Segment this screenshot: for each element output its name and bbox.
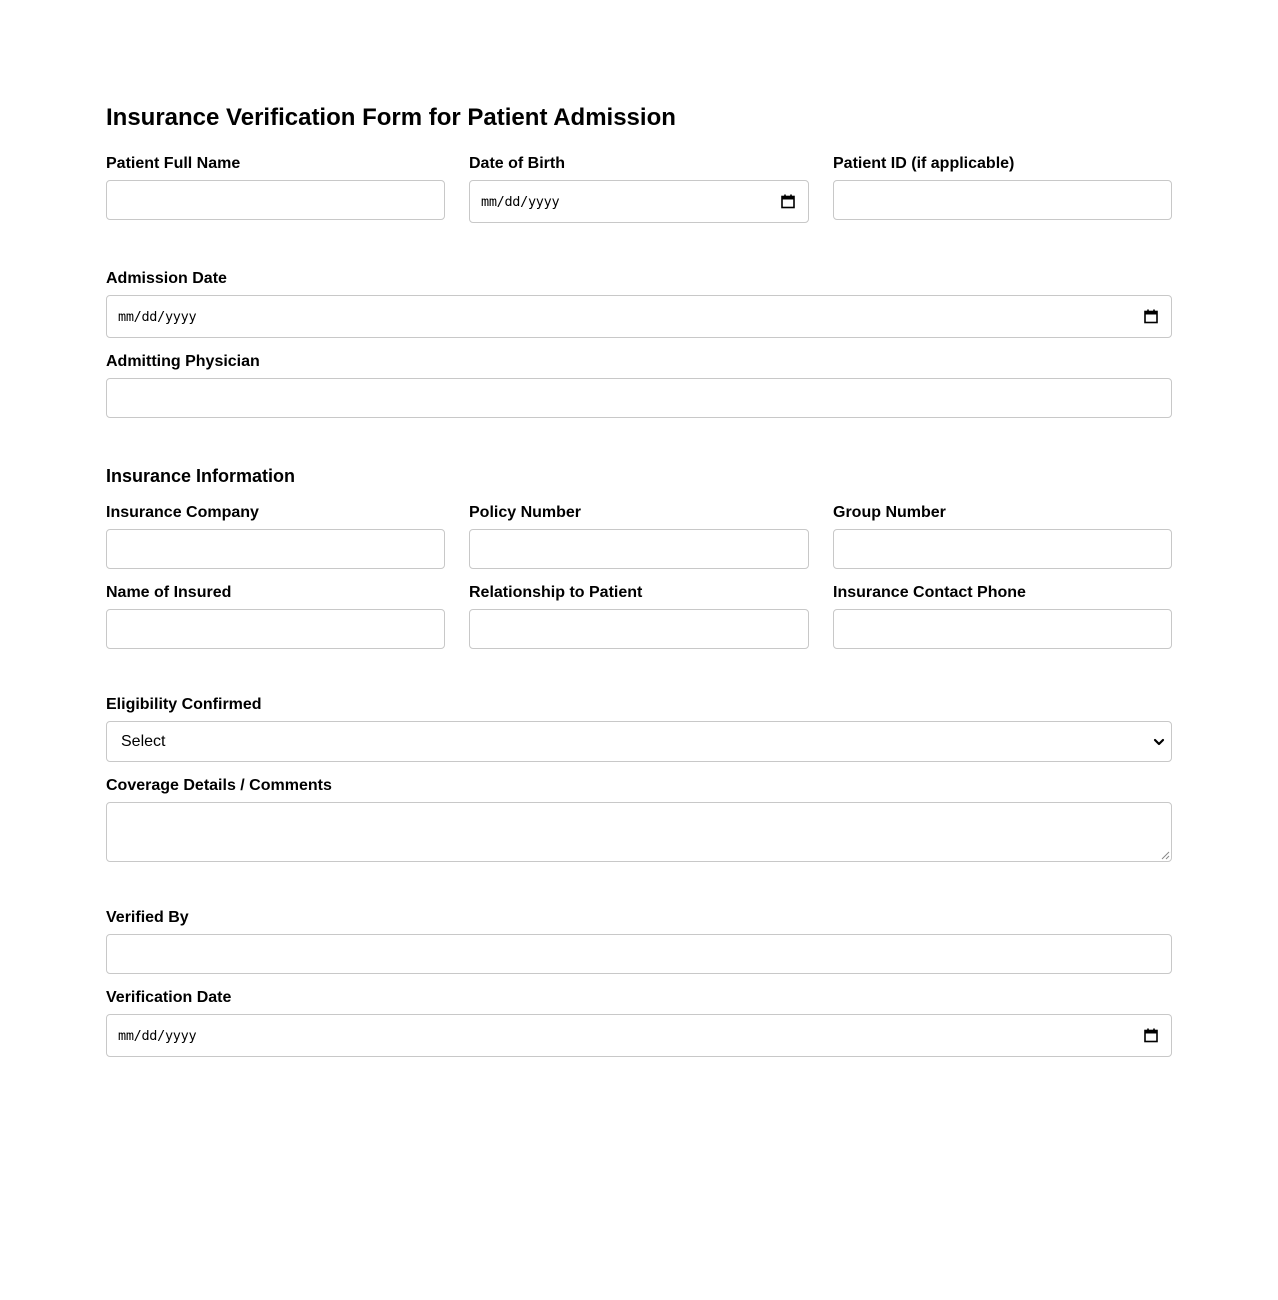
verified-by-field [106,908,1172,974]
patient-full-name-label: Patient Full Name [106,155,241,172]
coverage-details-label: Coverage Details / Comments [106,777,332,794]
admission-date-label: Admission Date [106,270,227,287]
patient-id-input[interactable] [833,180,1172,220]
patient-full-name-input[interactable] [106,180,445,220]
relationship-to-patient-label: Relationship to Patient [469,584,643,601]
admitting-physician-label: Admitting Physician [106,353,260,370]
page-title: Insurance Verification Form for Patient Admission [106,104,676,131]
coverage-details-textarea[interactable] [106,802,1172,862]
name-of-insured-label: Name of Insured [106,584,232,601]
group-number-label: Group Number [833,504,946,521]
eligibility-selected-value: Select [121,733,166,750]
policy-number-field [469,503,809,569]
calendar-icon[interactable] [1144,1028,1158,1043]
verified-by-input[interactable] [106,934,1172,974]
group-number-input[interactable] [833,529,1172,569]
policy-number-label: Policy Number [469,504,582,521]
verification-date-label: Verification Date [106,989,232,1006]
insurance-company-label: Insurance Company [106,504,259,521]
insurance-section-title: Insurance Information [106,466,296,486]
eligibility-confirmed-select[interactable] [106,721,1172,762]
coverage-details-field [106,776,1172,862]
date-of-birth-input[interactable] [469,180,809,223]
chevron-down-icon [1153,736,1165,748]
admitting-physician-field [106,352,1172,418]
admission-date-placeholder: mm/dd/yyyy [118,309,197,325]
calendar-icon[interactable] [781,194,795,209]
patient-id-label: Patient ID (if applicable) [833,155,1015,172]
insurance-company-input[interactable] [106,529,445,569]
resize-handle-icon[interactable] [1161,851,1170,860]
admission-date-field [106,269,1172,338]
insurance-contact-phone-label: Insurance Contact Phone [833,584,1026,601]
patient-full-name-field [106,154,445,220]
name-of-insured-field [106,583,445,649]
calendar-icon[interactable] [1144,309,1158,324]
name-of-insured-input[interactable] [106,609,445,649]
policy-number-input[interactable] [469,529,809,569]
insurance-contact-phone-input[interactable] [833,609,1172,649]
admitting-physician-input[interactable] [106,378,1172,418]
relationship-to-patient-field [469,583,809,649]
date-of-birth-label: Date of Birth [469,155,565,172]
relationship-to-patient-input[interactable] [469,609,809,649]
insurance-company-field [106,503,445,569]
verification-date-placeholder: mm/dd/yyyy [118,1028,197,1044]
insurance-contact-phone-field [833,583,1172,649]
group-number-field [833,503,1172,569]
verification-date-input[interactable] [106,1014,1172,1057]
eligibility-confirmed-field [106,695,1172,762]
verified-by-label: Verified By [106,909,189,926]
date-of-birth-placeholder: mm/dd/yyyy [481,194,560,210]
verification-date-field [106,988,1172,1057]
date-of-birth-field [469,154,809,223]
eligibility-confirmed-label: Eligibility Confirmed [106,696,262,713]
admission-date-input[interactable] [106,295,1172,338]
patient-id-field [833,154,1172,220]
